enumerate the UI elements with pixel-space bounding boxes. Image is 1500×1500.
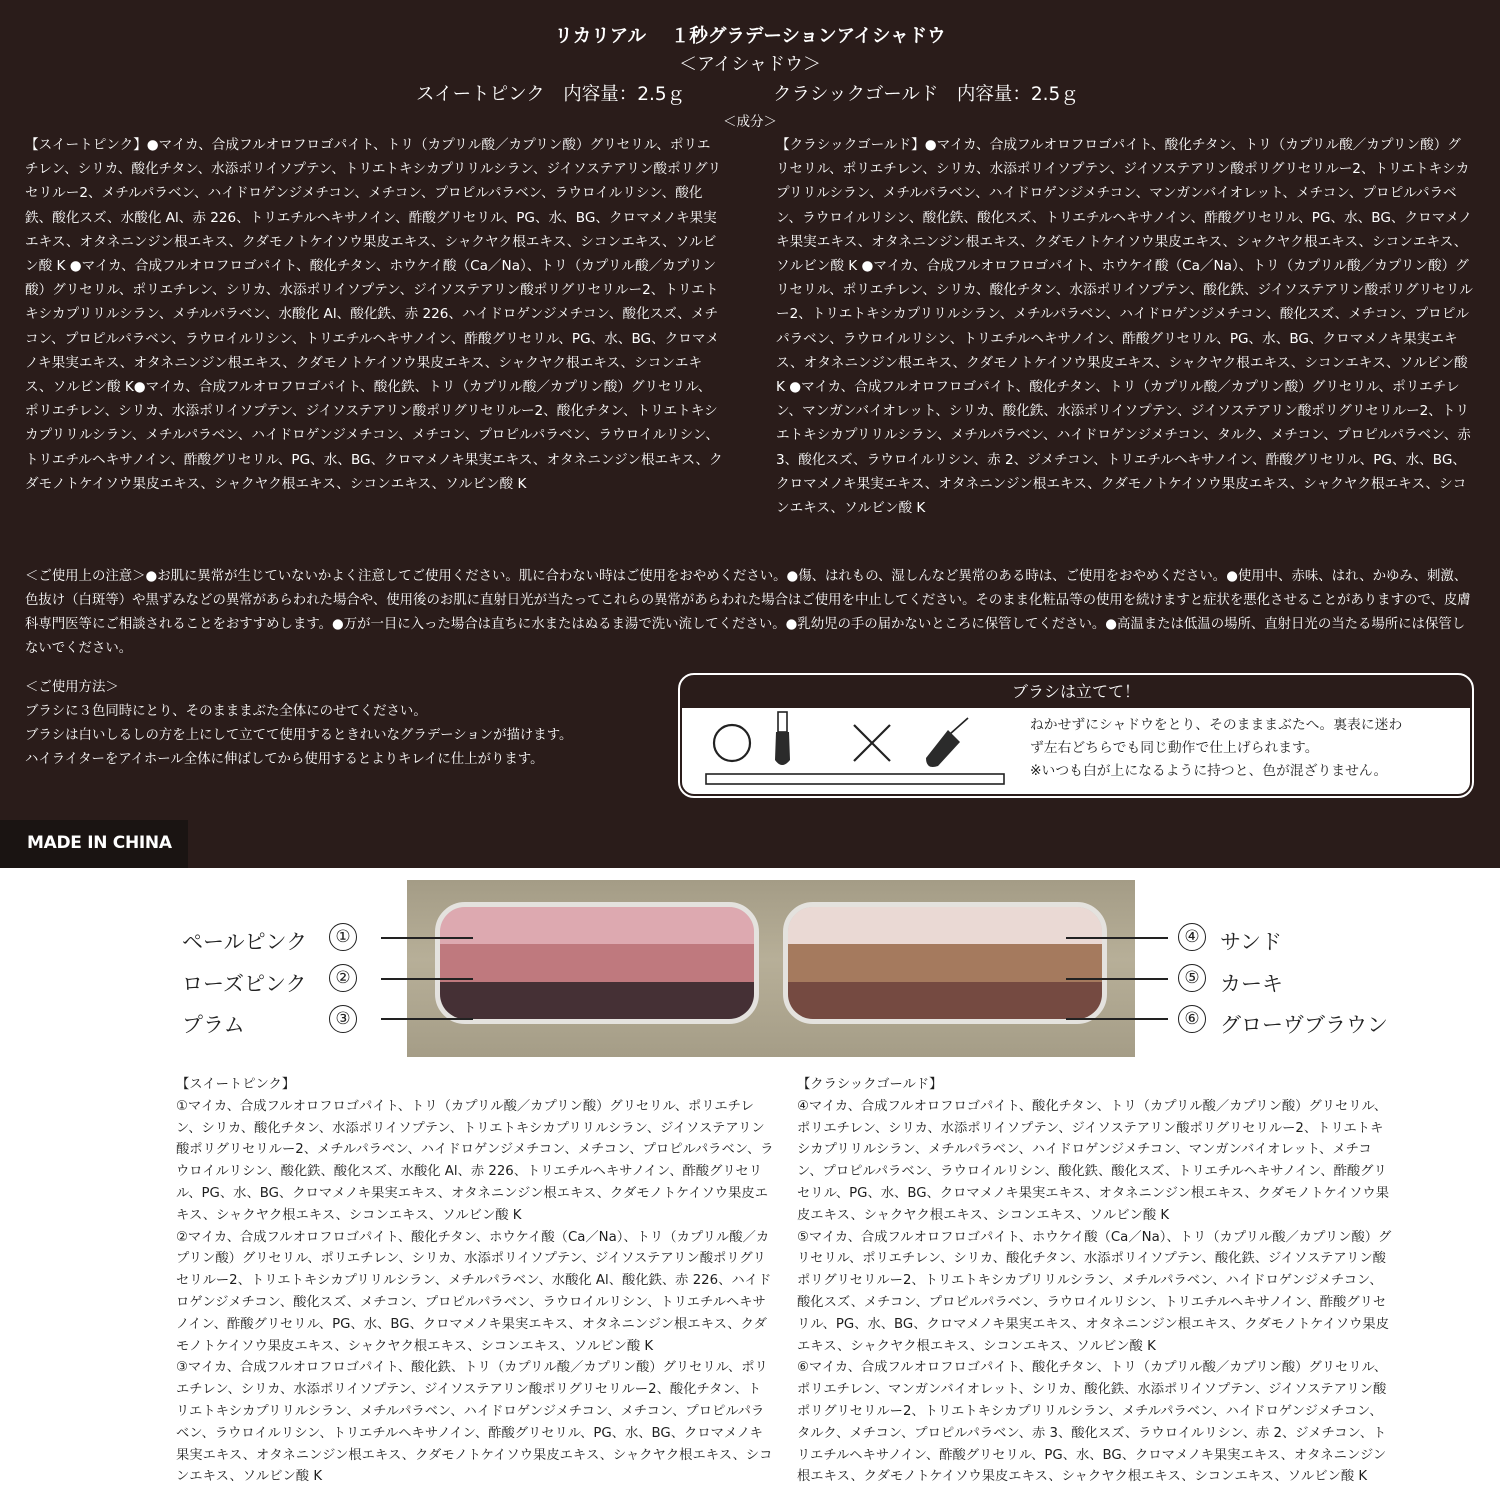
ingredients-sweet-pink: 【スイートピンク】●マイカ、合成フルオロフロゴパイト、トリ（カプリル酸／カプリン酸）グリセリル、ポリエチレン、シリカ、酸化チタン、水添ポリイソプテン、トリエトキシカプリリルシラン、ジイソステアリン酸ポリグリセリルー2、メチルパラベン、ハイドロゲンジメチコン、メチコン、プロピルパラベン、ラウロイルリシン、酸化鉄、酸化スズ、水酸化 Al、赤 226、トリエチルヘキサノイン、酢酸グリセリル、PG、水、BG、クロマメノキ果実エキス、オタネニンジン根エキス、クダモノトケイソウ果皮エキス、シャクヤク根エキス、シコンエキス、ソルビン酸 K ●マイカ、合成フルオロフロゴパイト、酸化チタン、ホウケイ酸（Ca／Na）、トリ（カプリル酸／カプリン酸）グリセリル、ポリエチレン、シリカ、水添ポリイソプテン、ジイソステアリン酸ポリグリセリルー2、トリエトキシカプリリルシラン、メチルパラベン、水酸化 Al、酸化鉄、赤 226、ハイドロゲンジメチコン、酸化スズ、メチコン、プロピルパラベン、ラウロイルリシン、トリエチルヘキサノイン、酢酸グリセリル、PG、水、BG、クロマメノキ果実エキス、オタネニンジン根エキス、クダモノトケイソウ果皮エキス、シャクヤク根エキス、シコンエキス、ソルビン酸 K●マイカ、合成フルオロフロゴパイト、酸化鉄、トリ（カプリル酸／カプリン酸）グリセリル、ポリエチレン、シリカ、水添ポリイソプテン、ジイソステアリン酸ポリグリセリルー2、酸化チタン、トリエトキシカプリリルシラン、メチルパラベン、ハイドロゲンジメチコン、メチコン、プロピルパラベン、ラウロイルリシン、トリエチルヘキサノイン、酢酸グリセリル、PG、水、BG、クロマメノキ果実エキス、オタネニンジン根エキス、クダモノトケイソウ果皮エキス、シャクヤク根エキス、シコンエキス、ソルビン酸 K [25,137,723,492]
shade-name-1: ペールピンク [182,930,308,954]
brush-box-panel [682,708,1470,794]
product-title: リカリアル １秒グラデーションアイシャドウ [554,26,946,47]
brush-box-title: ブラシは立てて！ [1011,682,1140,701]
brush-angle-illustration [682,708,1012,794]
content-amount-right: クラシックゴールド 内容量：2.5ｇ [773,84,1079,105]
leader-line-1 [381,937,473,939]
shade-number-2: ② [329,964,357,992]
shade-ingredient-entry: ③マイカ、合成フルオロフロゴパイト、酸化鉄、トリ（カプリル酸／カプリン酸）グリセリル、ポリエチレン、シリカ、水添ポリイソプテン、ジイソステアリン酸ポリグリセリルー2、酸化チタン、トリエトキシカプリリルシラン、メチルパラベン、ハイドロゲンジメチコン、メチコン、プロピルパラベン、ラウロイルリシン、トリエチルヘキサノイン、酢酸グリセリル、PG、水、BG、クロマメノキ果実エキス、オタネニンジン根エキス、クダモノトケイソウ果皮エキス、シャクヤク根エキス、シコンエキス、ソルビン酸 K [176,1360,773,1485]
brush-box-line: ず左右どちらでも同じ動作で仕上げられます。 [1030,740,1319,756]
content-amount-left: スイートピンク 内容量：2.5ｇ [416,84,686,105]
usage-heading: ＜ご使用方法＞ [25,680,119,695]
shade-ingredients-title: 【クラシックゴールド】 [797,1077,943,1092]
shade-stripe-5 [788,944,1102,981]
shade-stripe-2 [440,944,754,981]
shade-number-5: ⑤ [1178,964,1206,992]
shade-ingredient-entry: ④マイカ、合成フルオロフロゴパイト、酸化チタン、トリ（カプリル酸／カプリン酸）グリセリル、ポリエチレン、シリカ、水添ポリイソプテン、ジイソステアリン酸ポリグリセリルー2、トリエトキシカプリリルシラン、メチルパラベン、ハイドロゲンジメチコン、マンガンバイオレット、メチコン、プロピルパラベン、ラウロイルリシン、酸化鉄、酸化スズ、トリエチルヘキサノイン、酢酸グリセリル、PG、水、BG、クロマメノキ果実エキス、オタネニンジン根エキス、クダモノトケイソウ果皮エキス、シャクヤク根エキス、シコンエキス、ソルビン酸 K [797,1098,1389,1223]
shade-ingredient-entry: ⑥マイカ、合成フルオロフロゴパイト、酸化チタン、トリ（カプリル酸／カプリン酸）グリセリル、ポリエチレン、マンガンバイオレット、シリカ、酸化鉄、水添ポリイソプテン、ジイソステアリン酸ポリグリセリルー2、トリエトキシカプリリルシラン、メチルパラベン、ハイドロゲンジメチコン、タルク、メチコン、プロピルパラベン、赤 3、酸化スズ、ラウロイルリシン、赤 2、ジメチコン、トリエチルヘキサノイン、酢酸グリセリル、PG、水、BG、クロマメノキ果実エキス、オタネニンジン根エキス、クダモノトケイソウ果皮エキス、シャクヤク根エキス、シコンエキス、ソルビン酸 K [797,1360,1388,1485]
shade-name-4: サンド [1220,930,1282,954]
brush-tip-box [678,673,1474,798]
shade-ingredients-classic-gold [797,1074,1395,1488]
eyelid-bar-icon [706,774,1004,784]
shade-ingredients-sweet-pink [176,1074,774,1488]
shade-stripe-4 [788,907,1102,944]
shade-name-5: カーキ [1220,972,1283,996]
shade-name-3: プラム [182,1013,245,1037]
wrong-cross-icon [854,725,890,761]
shade-name-2: ローズピンク [182,972,307,996]
shade-stripe-6 [788,982,1102,1019]
shade-stripe-1 [440,907,754,944]
shade-ingredient-entry: ②マイカ、合成フルオロフロゴパイト、酸化チタン、ホウケイ酸（Ca／Na）、トリ（カプリル酸／カプリン酸）グリセリル、ポリエチレン、シリカ、水添ポリイソプテン、ジイソステアリン酸ポリグリセリルー2、トリエトキシカプリリルシラン、メチルパラベン、水酸化 Al、酸化鉄、赤 226、ハイドロゲンジメチコン、酸化スズ、メチコン、プロピルパラベン、ラウロイルリシン、トリエチルヘキサノイン、酢酸グリセリル、PG、水、BG、クロマメノキ果実エキス、オタネニンジン根エキス、クダモノトケイソウ果皮エキス、シャクヤク根エキス、シコンエキス、ソルビン酸 K [176,1229,772,1354]
shade-pan-sweet-pink [435,902,759,1024]
usage-line: ブラシに３色同時にとり、そのまままぶた全体にのせてください。 [25,704,427,719]
leader-line-4 [1066,937,1168,939]
shade-number-4: ④ [1178,923,1206,951]
shade-ingredient-entry: ①マイカ、合成フルオロフロゴパイト、トリ（カプリル酸／カプリン酸）グリセリル、ポリエチレン、シリカ、酸化チタン、水添ポリイソプテン、トリエトキシカプリリルシラン、ジイソステアリン酸ポリグリセリルー2、メチルパラベン、ハイドロゲンジメチコン、メチコン、プロピルパラベン、ラウロイルリシン、酸化鉄、酸化スズ、水酸化 Al、赤 226、トリエチルヘキサノイン、酢酸グリセリル、PG、水、BG、クロマメノキ果実エキス、オタネニンジン根エキス、クダモノトケイソウ果皮エキス、シャクヤク根エキス、シコンエキス、ソルビン酸 K [176,1098,774,1223]
leader-line-6 [1066,1018,1168,1020]
product-subtitle: ＜アイシャドウ＞ [678,54,822,75]
leader-line-5 [1066,978,1168,980]
ingredients-classic-gold: 【クラシックゴールド】●マイカ、合成フルオロフロゴパイト、酸化チタン、トリ（カプリル酸／カプリン酸）グリセリル、ポリエチレン、シリカ、水添ポリイソプテン、ジイソステアリン酸ポリグリセリルー2、トリエトキシカプリリルシラン、メチルパラベン、ハイドロゲンジメチコン、マンガンバイオレット、メチコン、プロピルパラベン、ラウロイルリシン、酸化鉄、酸化スズ、トリエチルヘキサノイン、酢酸グリセリル、PG、水、BG、クロマメノキ果実エキス、オタネニンジン根エキス、クダモノトケイソウ果皮エキス、シャクヤク根エキス、シコンエキス、ソルビン酸 K ●マイカ、合成フルオロフロゴパイト、ホウケイ酸（Ca／Na）、トリ（カプリル酸／カプリン酸）グリセリル、ポリエチレン、シリカ、酸化チタン、水添ポリイソプテン、酸化鉄、ジイソステアリン酸ポリグリセリルー2、トリエトキシカプリリルシラン、メチルパラベン、ハイドロゲンジメチコン、酸化スズ、メチコン、プロピルパラベン、ラウロイルリシン、トリエチルヘキサノイン、酢酸グリセリル、PG、水、BG、クロマメノキ果実エキス、オタネニンジン根エキス、クダモノトケイソウ果皮エキス、シャクヤク根エキス、シコンエキス、ソルビン酸 K ●マイカ、合成フルオロフロゴパイト、酸化チタン、トリ（カプリル酸／カプリン酸）グリセリル、ポリエチレン、マンガンバイオレット、シリカ、酸化鉄、水添ポリイソプテン、ジイソステアリン酸ポリグリセリルー2、トリエトキシカプリリルシラン、メチルパラベン、ハイドロゲンジメチコン、タルク、メチコン、プロピルパラベン、赤 3、酸化スズ、ラウロイルリシン、赤 2、ジメチコン、トリエチルヘキサノイン、酢酸グリセリル、PG、水、BG、クロマメノキ果実エキス、オタネニンジン根エキス、クダモノトケイソウ果皮エキス、シャクヤク根エキス、シコンエキス、ソルビン酸 K [776,137,1473,517]
shade-ingredients-title: 【スイートピンク】 [176,1077,296,1092]
made-in-label: MADE IN CHINA [0,820,188,868]
shade-pan-classic-gold [783,902,1107,1024]
eyeshadow-palette [407,880,1135,1057]
shade-ingredient-entry: ⑤マイカ、合成フルオロフロゴパイト、ホウケイ酸（Ca／Na）、トリ（カプリル酸／カプリン酸）グリセリル、ポリエチレン、シリカ、酸化チタン、水添ポリイソプテン、酸化鉄、ジイソステアリン酸ポリグリセリルー2、トリエトキシカプリリルシラン、メチルパラベン、ハイドロゲンジメチコン、酸化スズ、メチコン、プロピルパラベン、ラウロイルリシン、トリエチルヘキサノイン、酢酸グリセリル、PG、水、BG、クロマメノキ果実エキス、オタネニンジン根エキス、クダモノトケイソウ果皮エキス、シャクヤク根エキス、シコンエキス、ソルビン酸 K [797,1229,1392,1354]
shade-stripe-3 [440,982,754,1019]
brush-box-line: ※いつも白が上になるように持つと、色が混ざりません。 [1030,763,1388,779]
usage-line: ハイライターをアイホール全体に伸ばしてから使用するとよりキレイに仕上がります。 [25,752,544,767]
shade-number-6: ⑥ [1178,1005,1206,1033]
shade-name-6: グローヴブラウン [1220,1013,1388,1037]
shade-number-3: ③ [329,1005,357,1033]
correct-circle-icon [714,725,750,761]
usage-cautions: ＜ご使用上の注意＞●お肌に異常が生じていないかよく注意してご使用ください。肌に合わない時はご使用をおやめください。●傷、はれもの、湿しんなど異常のある時は、ご使用をおやめください。●使用中、赤味、はれ、かゆみ、刺激、色抜け（白斑等）や黒ずみなどの異常があらわれた場合や、使用後のお肌に直射日光が当たってこれらの異常があらわれた場合はご使用を中止してください。そのまま化粧品等の使用を続けますと症状を悪化させることがありますので、皮膚科専門医等にご相談されることをおすすめします。●万が一目に入った場合は直ちに水またはぬるま湯で洗い流してください。●乳幼児の手の届かないところに保管してください。●高温または低温の場所、直射日光の当たる場所には保管しないでください。 [25,569,1471,656]
brush-box-line: ねかせずにシャドウをとり、そのまままぶたへ。裏表に迷わ [1030,717,1403,733]
usage-line: ブラシは白いしるしの方を上にして立てて使用するときれいなグラデーションが描けます。 [25,728,573,743]
usage-instructions [25,676,665,772]
ingredients-heading: ＜成分＞ [723,114,777,130]
leader-line-2 [381,978,473,980]
tilted-brush-icon [926,718,968,767]
brush-box-text [1030,714,1470,783]
upright-brush-icon [775,712,790,765]
shade-number-1: ① [329,923,357,951]
leader-line-3 [381,1018,473,1020]
